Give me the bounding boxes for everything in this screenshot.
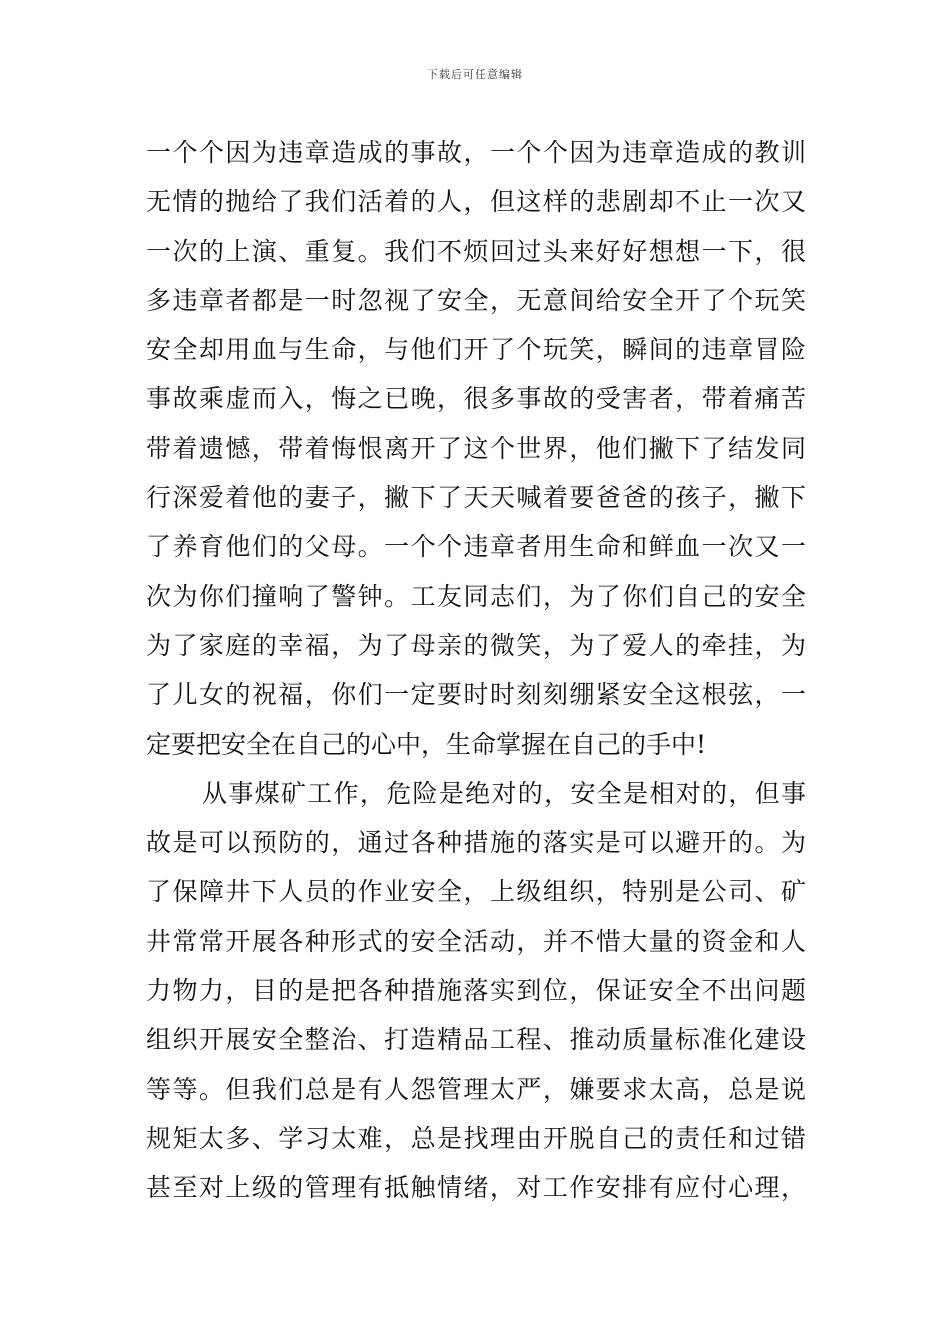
- paragraph-line: 定要把安全在自己的心中，生命掌握在自己的手中!: [146, 729, 707, 759]
- paragraph-line: 事故乘虚而入，悔之已晚，很多事故的受害者，带着痛苦: [146, 384, 806, 414]
- page-header: 下载后可任意编辑: [427, 68, 523, 81]
- paragraph-line: 等等。但我们总是有人怨管理太严，嫌要求太高，总是说: [146, 1074, 806, 1104]
- paragraph-line: 从事煤矿工作，危险是绝对的，安全是相对的，但事: [202, 778, 806, 808]
- document-body: [146, 128, 806, 1213]
- paragraph-2: [146, 769, 806, 1213]
- paragraph-line: 井常常开展各种形式的安全活动，并不惜大量的资金和人: [146, 926, 806, 956]
- paragraph-line: 多违章者都是一时忽视了安全，无意间给安全开了个玩笑: [146, 285, 806, 315]
- paragraph-line: 规矩太多、学习太难，总是找理由开脱自己的责任和过错: [146, 1123, 806, 1153]
- paragraph-line: 了儿女的祝福，你们一定要时时刻刻绷紧安全这根弦，一: [146, 680, 806, 710]
- paragraph-line: 了养育他们的父母。一个个违章者用生命和鲜血一次又一: [146, 532, 806, 562]
- paragraph-line: 为了家庭的幸福，为了母亲的微笑，为了爱人的牵挂，为: [146, 630, 806, 660]
- paragraph-line: 甚至对上级的管理有抵触情绪，对工作安排有应付心理，: [146, 1173, 806, 1203]
- paragraph-line: 无情的抛给了我们活着的人，但这样的悲剧却不止一次又: [146, 187, 806, 217]
- paragraph-line: 次为你们撞响了警钟。工友同志们，为了你们自己的安全: [146, 581, 806, 611]
- paragraph-line: 故是可以预防的，通过各种措施的落实是可以避开的。为: [146, 828, 806, 858]
- paragraph-line: 安全却用血与生命，与他们开了个玩笑，瞬间的违章冒险: [146, 335, 806, 365]
- paragraph-1: [146, 128, 806, 769]
- paragraph-line: 行深爱着他的妻子，撇下了天天喊着要爸爸的孩子，撇下: [146, 483, 806, 513]
- paragraph-line: 力物力，目的是把各种措施落实到位，保证安全不出问题: [146, 976, 806, 1006]
- paragraph-line: 组织开展安全整治、打造精品工程、推动质量标准化建设: [146, 1025, 806, 1055]
- paragraph-line: 带着遗憾，带着悔恨离开了这个世界，他们撇下了结发同: [146, 433, 806, 463]
- paragraph-line: 一次的上演、重复。我们不烦回过头来好好想想一下，很: [146, 236, 806, 266]
- paragraph-line: 了保障井下人员的作业安全，上级组织，特别是公司、矿: [146, 877, 806, 907]
- paragraph-line: 一个个因为违章造成的事故，一个个因为违章造成的教训: [146, 138, 806, 167]
